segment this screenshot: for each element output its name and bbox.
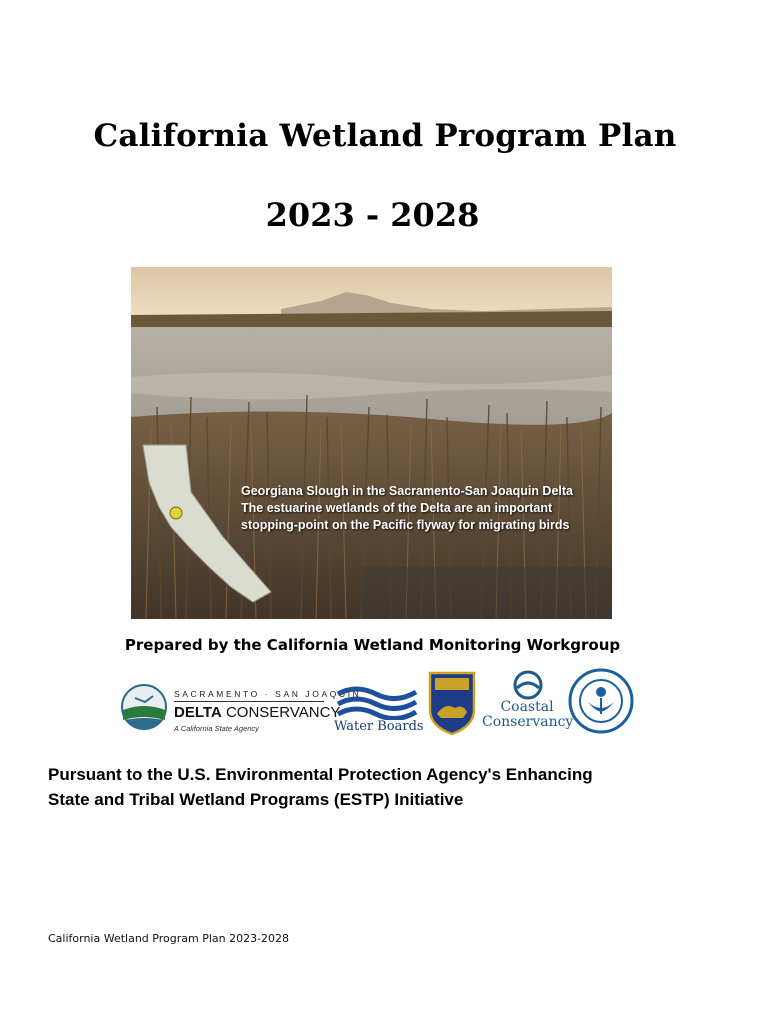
pursuant-line: State and Tribal Wetland Programs (ESTP) Initiative [48, 790, 464, 809]
conservancy-word: Conservancy [482, 714, 574, 730]
water-boards-logo-icon [336, 684, 418, 720]
delta-conservancy-logo-icon [117, 684, 171, 730]
caption-line: Georgiana Slough in the Sacramento-San Joaquin Delta [241, 484, 574, 498]
cover-photo [131, 267, 612, 619]
fish-wildlife-badge-icon [427, 670, 477, 736]
pursuant-statement [48, 762, 748, 812]
delta-conservancy-divider [174, 701, 324, 702]
coastal-conservancy-name [482, 700, 572, 730]
epa-seal-icon [568, 668, 634, 734]
delta-conservancy-name [174, 704, 340, 721]
coastal-conservancy-logo-icon [511, 670, 545, 700]
coastal-word: Coastal [500, 699, 554, 715]
pursuant-line: Pursuant to the U.S. Environmental Protection Agency's Enhancing [48, 765, 593, 784]
page-footer: California Wetland Program Plan 2023-2028 [48, 932, 290, 945]
prepared-by: Prepared by the California Wetland Monitoring Workgroup [124, 636, 621, 654]
document-years: 2023 - 2028 [265, 196, 480, 234]
delta-conservancy-line1: SACRAMENTO · SAN JOAQUIN [174, 689, 362, 699]
photo-caption [241, 483, 609, 534]
caption-line: The estuarine wetlands of the Delta are an important [241, 501, 553, 515]
document-title: California Wetland Program Plan [93, 118, 677, 154]
delta-word: DELTA [174, 704, 222, 721]
conservancy-word: CONSERVANCY [221, 704, 341, 721]
water-boards-name: Water Boards [334, 719, 424, 734]
wetland-photo-illustration [131, 267, 612, 619]
delta-conservancy-tagline: A California State Agency [174, 724, 259, 733]
caption-line: stopping-point on the Pacific flyway for migrating birds [241, 518, 570, 532]
